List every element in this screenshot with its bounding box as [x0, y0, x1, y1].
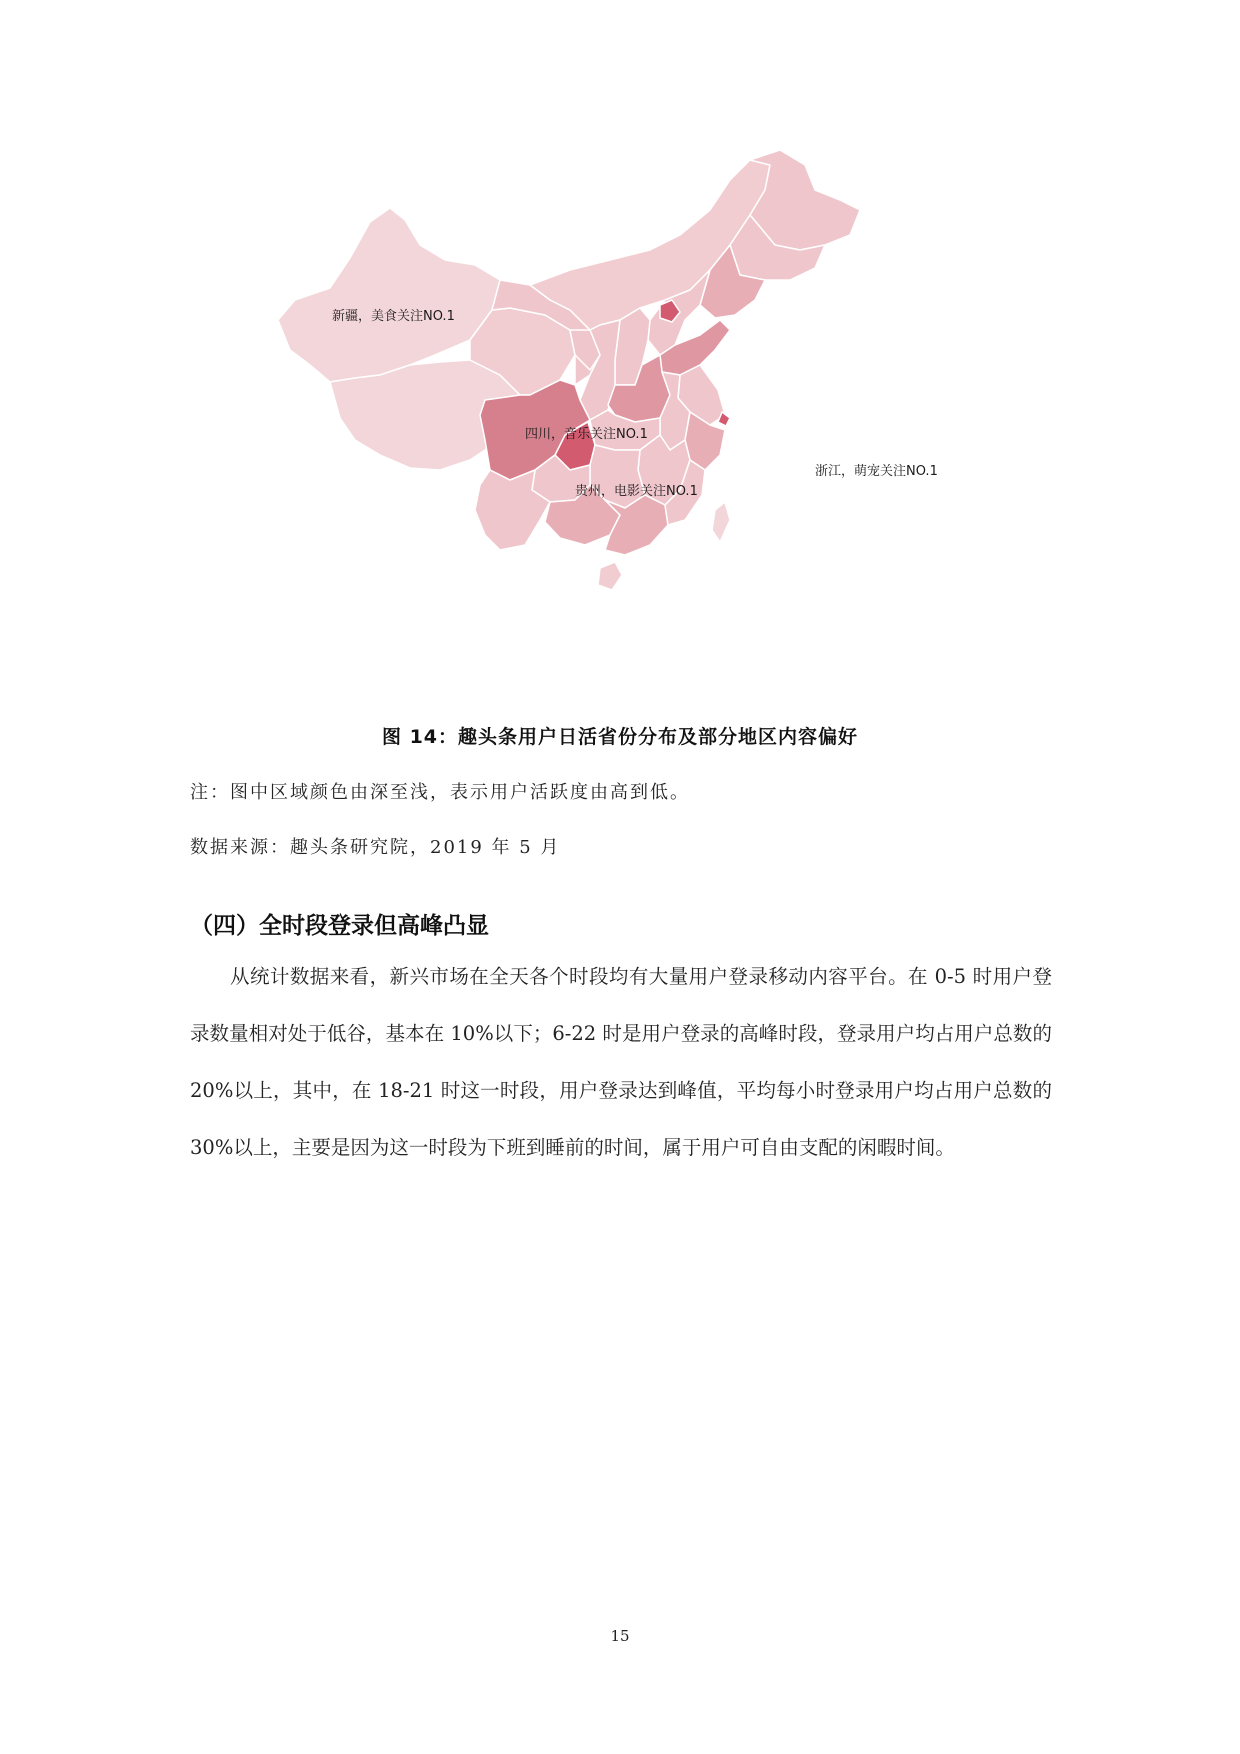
- region-xinjiang: [278, 208, 500, 382]
- region-taiwan: [712, 502, 730, 542]
- figure-note: 注：图中区域颜色由深至浅，表示用户活跃度由高到低。: [190, 782, 690, 803]
- page-number: 15: [610, 1627, 630, 1645]
- china-province-map: [270, 150, 970, 680]
- body-paragraph: 从统计数据来看，新兴市场在全天各个时段均有大量用户登录移动内容平台。在 0-5 时用户登录数量相对处于低谷，基本在 10%以下；6-22 时是用户登录的高峰时段，登录用户均占用户总数的 20%以上，其中，在 18-21 时这一时段，用户登录达到峰值，平均每小时登录用户均占用户总数的 30%以上，主要是因为这一时段为下班到睡前的时间，属于用户可自由支配的闲暇时间。: [190, 965, 1052, 1159]
- section-heading: （四）全时段登录但高峰凸显: [190, 913, 489, 939]
- map-label-guizhou: 贵州，电影关注NO.1: [575, 484, 698, 499]
- figure-caption: 图 14：趣头条用户日活省份分布及部分地区内容偏好: [381, 726, 859, 748]
- map-label-zhejiang: 浙江，萌宠关注NO.1: [815, 464, 938, 479]
- map-label-sichuan: 四川，音乐关注NO.1: [525, 427, 648, 442]
- china-map-svg: [270, 150, 970, 680]
- map-label-xinjiang: 新疆，美食关注NO.1: [332, 309, 455, 324]
- data-source: 数据来源：趣头条研究院，2019 年 5 月: [190, 837, 561, 858]
- region-hainan: [598, 562, 622, 590]
- region-guangdong: [605, 495, 668, 555]
